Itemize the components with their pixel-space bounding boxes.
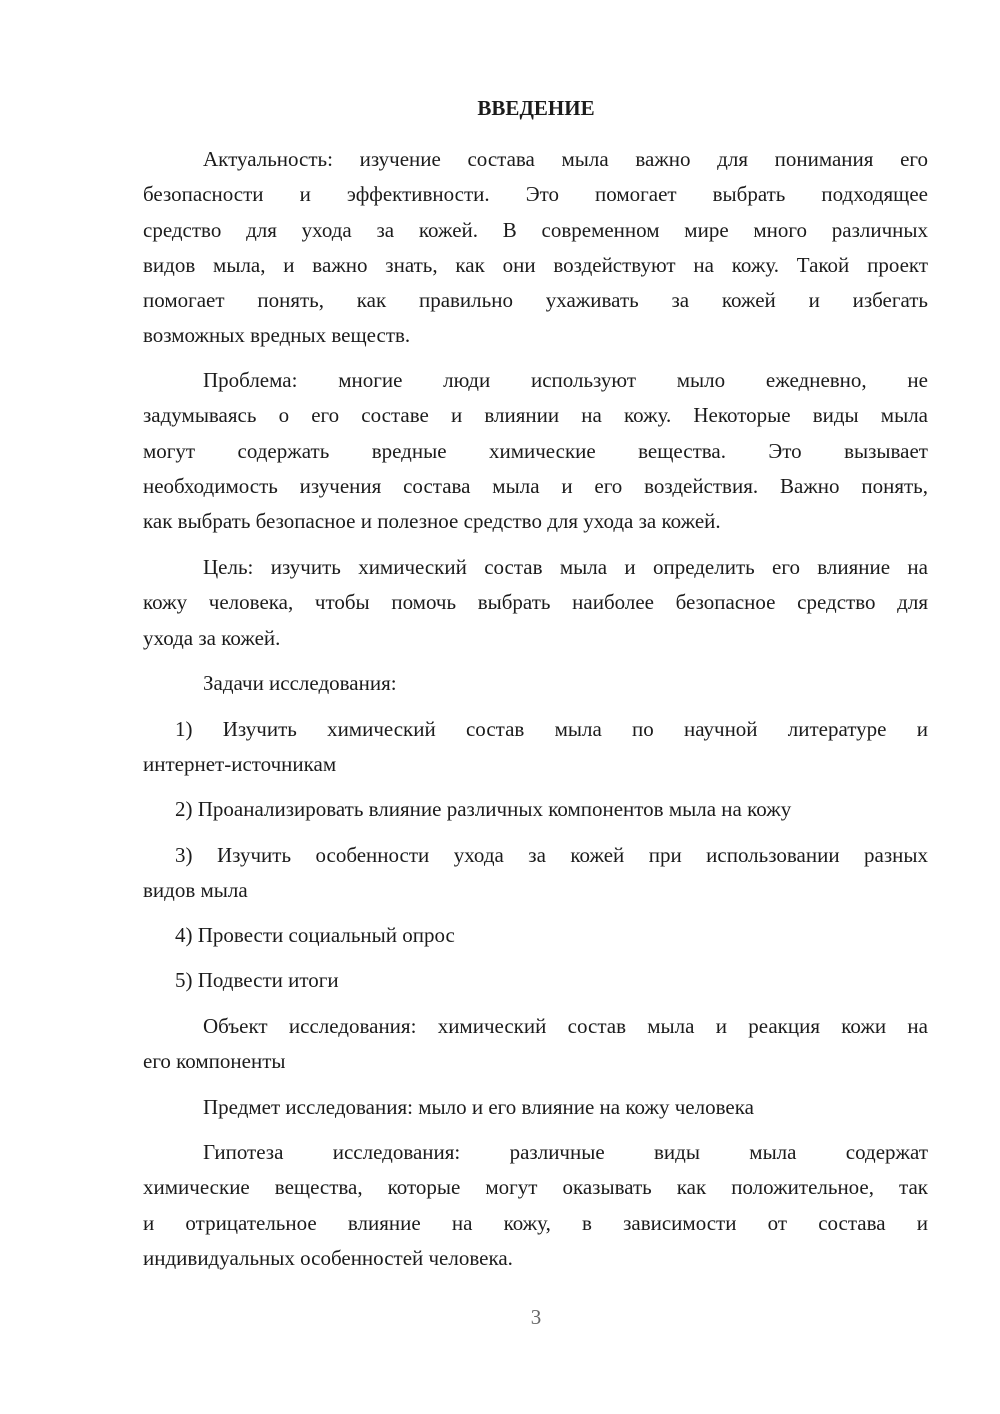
text-line: Гипотеза исследования: различные виды мыла содержат (203, 1140, 928, 1164)
text-line: могут содержать вредные химические вещества. Это вызывает (143, 438, 928, 463)
text-line: видов мыла (143, 878, 248, 903)
text-line: химические вещества, которые могут оказывать как положительное, так (143, 1175, 928, 1200)
text-line: кожу человека, чтобы помочь выбрать наиболее безопасное средство для (143, 590, 928, 615)
text-line: как выбрать безопасное и полезное средство для ухода за кожей. (143, 509, 721, 534)
text-line: интернет-источникам (143, 752, 337, 777)
paragraph-hypothesis (143, 1135, 928, 1276)
text-line: Актуальность: изучение состава мыла важно для понимания его (203, 147, 928, 171)
text-line: 3) Изучить особенности ухода за кожей при использовании разных (175, 843, 928, 867)
page-number: 3 (530, 1305, 542, 1329)
paragraph-relevance (143, 142, 928, 354)
task-item-1 (143, 712, 928, 783)
paragraph-problem (143, 363, 928, 539)
text-line: Предмет исследования: мыло и его влияние на кожу человека (203, 1095, 754, 1119)
text-line: 5) Подвести итоги (175, 968, 339, 992)
text-line: необходимость изучения состава мыла и его воздействия. Важно понять, (143, 473, 928, 498)
text-line: Цель: изучить химический состав мыла и определить его влияние на (203, 555, 928, 579)
text-line: Задачи исследования: (203, 671, 397, 695)
text-line: видов мыла, и важно знать, как они воздействуют на кожу. Такой проект (143, 252, 928, 277)
text-line: 4) Провести социальный опрос (175, 923, 455, 947)
page-title: ВВЕДЕНИЕ (477, 96, 595, 120)
text-line: помогает понять, как правильно ухаживать за кожей и избегать (143, 288, 928, 313)
text-line: 1) Изучить химический состав мыла по научной литературе и (175, 717, 928, 741)
paragraph-object (143, 1009, 928, 1080)
paragraph-subject (143, 1090, 928, 1125)
text-line: 2) Проанализировать влияние различных компонентов мыла на кожу (175, 797, 792, 821)
paragraph-goal (143, 550, 928, 656)
text-line: индивидуальных особенностей человека. (143, 1245, 513, 1270)
text-line: Проблема: многие люди используют мыло ежедневно, не (203, 368, 928, 392)
tasks-heading (143, 666, 928, 701)
text-line: средство для ухода за кожей. В современном мире много различных (143, 217, 928, 242)
task-item-2 (143, 792, 928, 827)
text-line: возможных вредных веществ. (143, 323, 411, 348)
text-line: Объект исследования: химический состав мыла и реакция кожи на (203, 1014, 928, 1038)
text-line: и отрицательное влияние на кожу, в зависимости от состава и (143, 1210, 928, 1235)
text-line: задумываясь о его составе и влиянии на кожу. Некоторые виды мыла (143, 403, 928, 428)
text-line: ухода за кожей. (143, 625, 281, 650)
text-line: его компоненты (143, 1049, 286, 1074)
text-line: безопасности и эффективности. Это помогает выбрать подходящее (143, 182, 928, 207)
task-item-5 (143, 963, 928, 998)
task-item-3 (143, 838, 928, 909)
task-item-4 (143, 918, 928, 953)
